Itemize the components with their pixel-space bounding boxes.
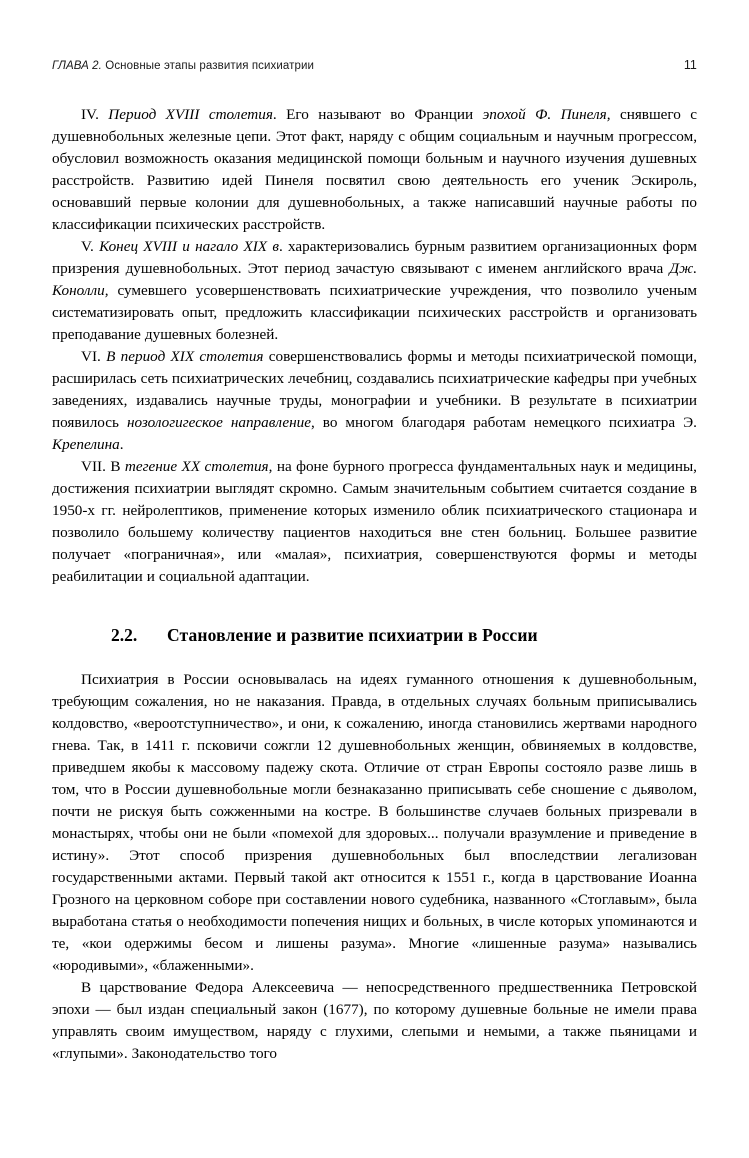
paragraph-iv-italic-2: эпохой Ф. Пинеля,	[482, 106, 611, 123]
paragraph-iv-text-2: снявшего с душевнобольных железные цепи. Этот факт, наряду с общим социальным и научным прогрессом, обусловил возможность оказания медицинской помощи больным и научного изучения душевных расстройств. Развитию идей Пинеля посвятил свою деятельность его ученик Эскироль, основавший первые колонии для душевнобольных, а также написавший научные работы по классификации психических расстройств.	[52, 106, 698, 233]
paragraph-iv-italic-lead: Период XVIII столетия	[108, 106, 273, 123]
paragraph-vii-italic-lead: тегение XX столетия	[124, 458, 269, 475]
heading-spacer-bottom	[52, 646, 697, 669]
paragraph-marker-vi: VI.	[81, 348, 101, 365]
paragraph-marker-iv: IV.	[81, 106, 99, 123]
paragraph-vi-text-3: .	[119, 436, 124, 453]
paragraph-marker-vii: VII.	[81, 458, 106, 475]
paragraph-vi-text-2: , во многом благодаря работам немецкого психиатра Э.	[310, 414, 697, 431]
paragraph-marker-v: V.	[81, 238, 94, 255]
paragraph-v-italic-lead: Конец XVIII и нагало XIX в	[99, 238, 279, 255]
paragraph-v-text-1: . характеризовались бурным развитием организационных форм призрения душевнобольных. Этот период зачастую связывают с именем английского врача	[52, 238, 698, 277]
paragraph-vi-italic-3: Крепелина	[52, 436, 120, 453]
paragraph-vi-text-1: совершенствовались формы и методы психиатрической помощи, расширилась сеть психиатрических лечебниц, создавались психиатрические кафедры при учебных заведениях, издавались научные труды, монографии и учебники. В результате в психиатрии появилось	[52, 348, 697, 431]
running-head	[52, 58, 697, 76]
section-paragraph-2: В царствование Федора Алексеевича — непосредственного предшественника Петровской эпохи — был издан специальный закон (1677), по которому душевные больные не имели права управлять своим имуществом, наряду с глухими, слепыми и немыми, а также пьяницами и «глупыми». Законодательство того	[52, 979, 697, 1062]
paragraph-v-italic-2: Дж. Конолли,	[52, 260, 697, 299]
running-head-chapter-label: ГЛАВА 2.	[52, 60, 102, 72]
section-number: 2.2.	[111, 625, 138, 645]
page-number: 11	[683, 58, 697, 72]
paragraph-vii-text-1: , на фоне бурного прогресса фундаментальных наук и медицины, достижения психиатрии выглядят скромно. Самым значительным событием считается создание в 1950-х гг. нейролептиков, применение которых изменило облик психиатрического стационара и позволило большему количеству пациентов находиться вне стен больниц. Большее развитие получает «пограничная», или «малая», психиатрия, совершенствуются формы и методы реабилитации и социальной адаптации.	[52, 458, 697, 585]
heading-spacer-top	[52, 588, 697, 624]
text-column	[52, 104, 697, 1065]
running-head-chapter-title: Основные этапы развития психиатрии	[105, 60, 315, 72]
section-title: Становление и развитие психиатрии в России	[167, 625, 538, 645]
paragraph-iv-text-1: . Его называют во Франции	[272, 106, 483, 123]
section-heading	[52, 624, 697, 646]
section-paragraph-1: Психиатрия в России основывалась на идеях гуманного отношения к душевнобольным, требующим сожаления, но не наказания. Правда, в отдельных случаях больным приписывались колдовство, «вероотступничество», и они, к сожалению, иногда становились жертвами народного гнева. Так, в 1411 г. псковичи сожгли 12 душевнобольных женщин, обвиняемых в колдовстве, приведшем якобы к массовому падежу скота. Отличие от стран Европы состояло разве лишь в том, что в России душевнобольные могли безнаказанно приписывать себе сношение с дьяволом, почти не рискуя быть сожженными на костре. В большинстве случаев больных призревали в монастырях, чтобы они не были «помехой для здоровых... получали вразумление и приведение в истину». Этот способ призрения душевнобольных был впоследствии легализован государственными актами. Первый такой акт относится к 1551 г., когда в царствование Иоанна Грозного на церковном соборе при составлении нового судебника, названного «Стоглавым», была выработана статья о необходимости попечения нищих и больных, в числе которых упоминаются и те, «кои одержимы бесом и лишены разума». Многие «лишенные разума» назывались «юродивыми», «блаженными».	[52, 671, 697, 974]
paragraph-v	[52, 236, 697, 346]
paragraph-vii	[52, 456, 697, 588]
paragraph-vii-text-0: В	[105, 458, 125, 475]
running-head-left	[52, 60, 314, 72]
paragraph-v-text-2: сумевшего усовершенствовать психиатрические учреждения, что позволило ученым систематизировать опыт, предложить классификации психических расстройств и организовать преподавание душевных болезней.	[52, 282, 697, 343]
paragraph-vi-italic-lead: В период XIX столетия	[106, 348, 264, 365]
paragraph-iv	[52, 104, 697, 236]
paragraph-vi-italic-2: нозологигеское направление	[126, 414, 311, 431]
paragraph-vi	[52, 346, 697, 456]
